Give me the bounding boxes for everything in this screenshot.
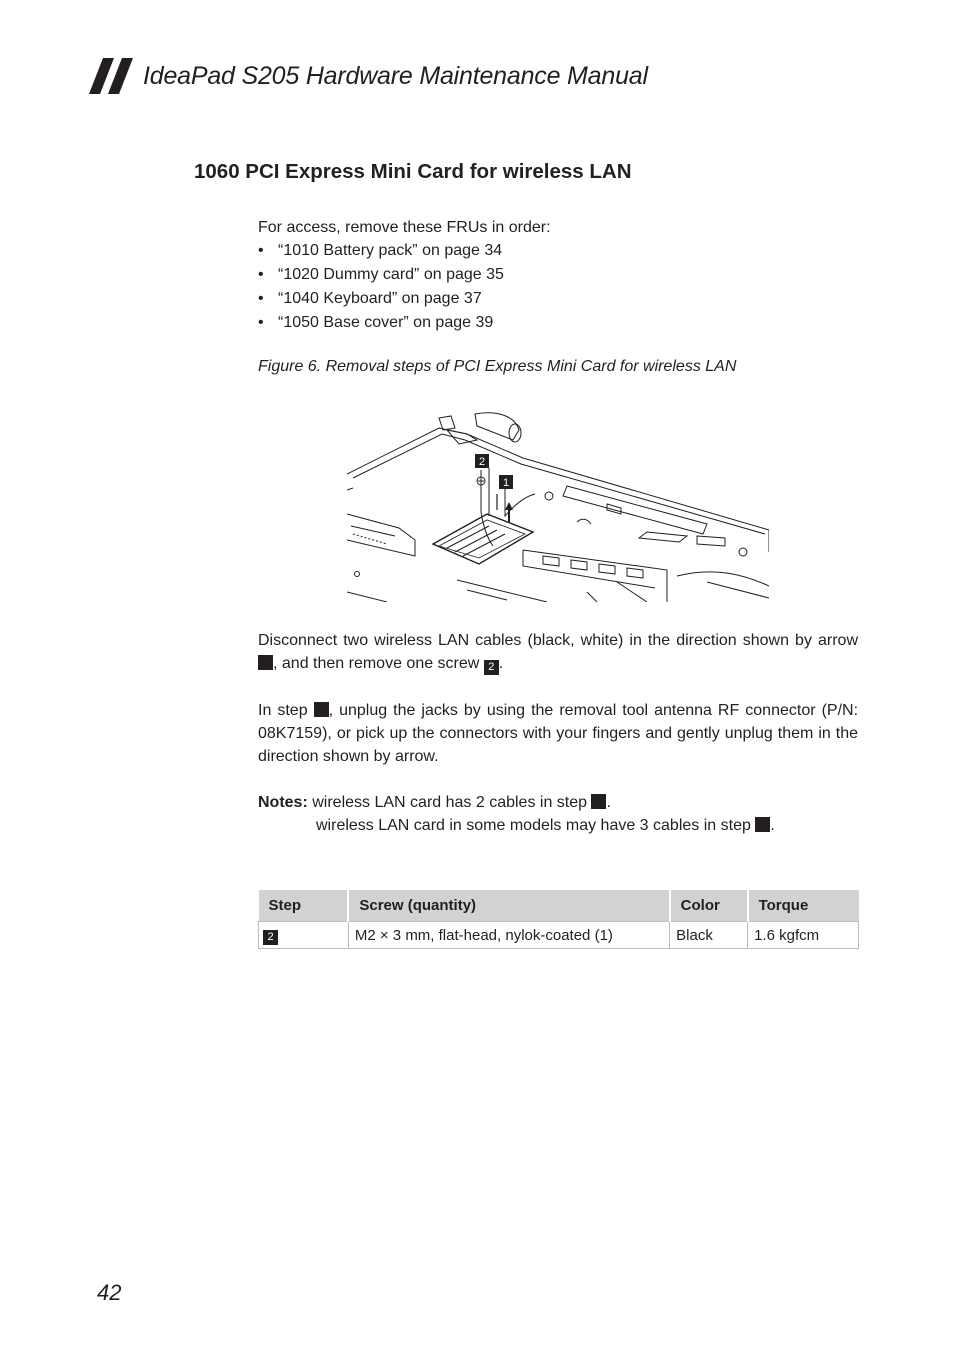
paragraph-text: In step (258, 702, 308, 719)
table-header-row (259, 890, 859, 922)
step-2-callout (475, 454, 489, 468)
bullet-icon: • (258, 266, 264, 283)
paragraph-text: Disconnect two wireless LAN cables (black, white) in the direction shown by arrow (258, 632, 858, 649)
notes-label: Notes: (258, 794, 308, 811)
manual-logo-slashes-icon (89, 58, 135, 94)
page-number: 42 (97, 1280, 122, 1305)
fru-list-item (258, 239, 858, 263)
paragraph-text: , unplug the jacks by using the removal tool antenna RF connector (P/N: 08K7159), or pick up the connectors with your fingers and gently unplug them in the direction shown by arrow. (258, 702, 859, 765)
unplug-jacks-paragraph (258, 699, 858, 768)
fru-list-item (258, 311, 858, 335)
table-row (259, 922, 859, 949)
step-cell (259, 922, 349, 949)
step-2-marker: 2 (484, 660, 499, 675)
note-text: wireless LAN card in some models may have 3 cables in step (316, 817, 751, 834)
note-text: wireless LAN card has 2 cables in step (312, 794, 588, 811)
bullet-icon: • (258, 314, 264, 331)
notes-line (258, 814, 858, 837)
paragraph-text: . (498, 655, 504, 672)
note-text: . (770, 817, 775, 834)
column-header-step: Step (259, 890, 349, 922)
paragraph-text: , and then remove one screw (273, 655, 480, 672)
callout-1-label: 1 (502, 477, 510, 489)
fru-list-item (258, 287, 858, 311)
intro-text: For access, remove these FRUs in order: (258, 219, 551, 236)
screw-cell: M2 × 3 mm, flat-head, nylok-coated (1) (348, 922, 669, 949)
fru-item-text: “1050 Base cover” on page 39 (278, 314, 494, 331)
fru-item-text: “1020 Dummy card” on page 35 (278, 266, 504, 283)
fru-item-text: “1040 Keyboard” on page 37 (278, 290, 482, 307)
step-1-marker (314, 702, 329, 717)
column-header-color: Color (670, 890, 748, 922)
screw-table (258, 890, 859, 949)
bullet-icon: • (258, 242, 264, 259)
section-heading: 1060 PCI Express Mini Card for wireless LAN (194, 160, 632, 183)
column-header-torque: Torque (748, 890, 859, 922)
step-2-marker: 2 (263, 930, 278, 945)
column-header-screw: Screw (quantity) (348, 890, 669, 922)
step-1-callout (499, 475, 513, 489)
fru-list-item (258, 263, 858, 287)
fru-access-intro (258, 216, 858, 335)
callout-2-label: 2 (478, 456, 486, 468)
note-text: . (606, 794, 611, 811)
notes-line (258, 791, 858, 814)
step-1-marker (591, 794, 606, 809)
wireless-lan-removal-illustration (347, 406, 769, 602)
torque-cell: 1.6 kgfcm (748, 922, 859, 949)
fru-item-text: “1010 Battery pack” on page 34 (278, 242, 503, 259)
fru-list (258, 239, 858, 335)
figure-caption: Figure 6. Removal steps of PCI Express Mini Card for wireless LAN (258, 358, 737, 375)
notes-block (258, 791, 858, 837)
step-1-marker (755, 817, 770, 832)
color-cell: Black (670, 922, 748, 949)
step-1-marker (258, 655, 273, 670)
bullet-icon: • (258, 290, 264, 307)
disconnect-cables-paragraph (258, 629, 858, 675)
document-title: IdeaPad S205 Hardware Maintenance Manual (143, 62, 648, 90)
